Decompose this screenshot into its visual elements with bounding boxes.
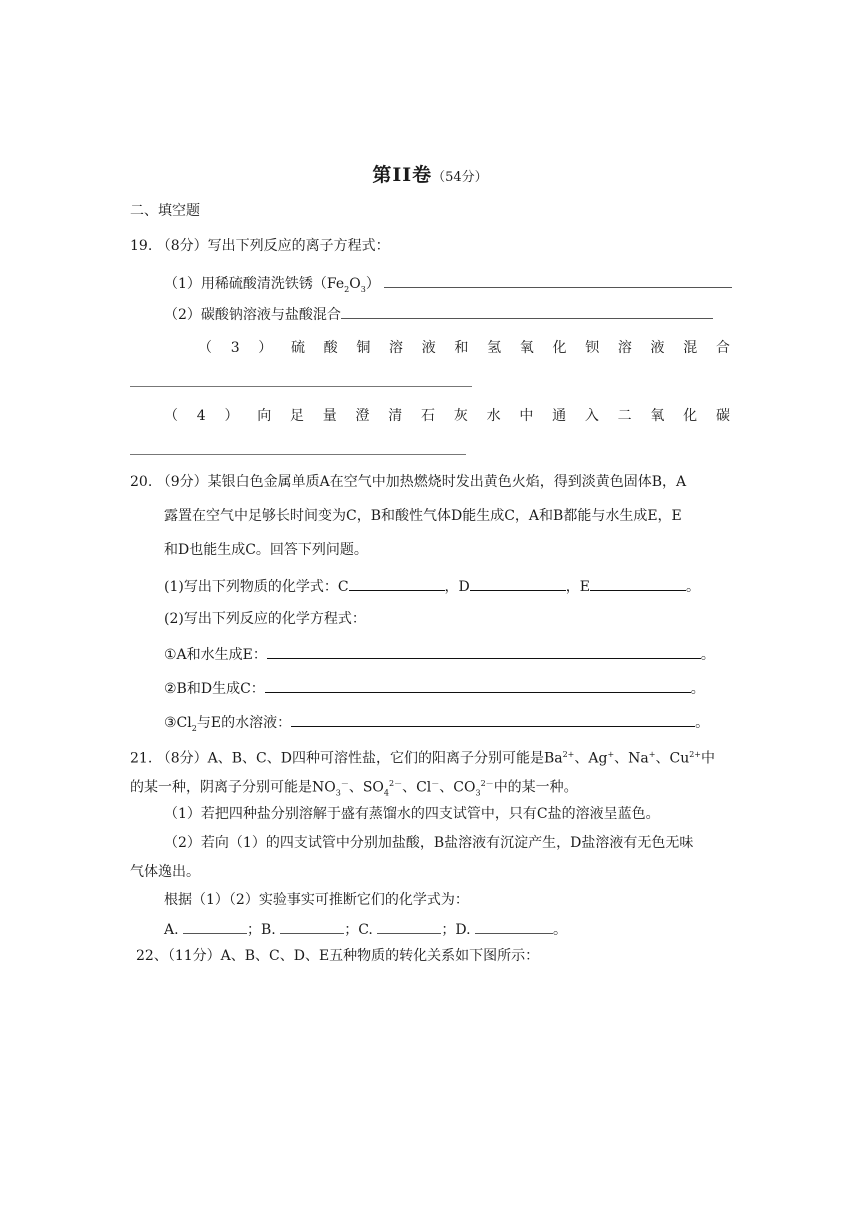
q19-part3-char: 和 [454, 340, 469, 356]
q19-part4 [164, 406, 730, 426]
q19-part3-char: 液 [650, 340, 665, 356]
q19-part1: （1）用稀硫酸清洗铁锈$(Fe_2O_3)$ [164, 272, 732, 300]
q19-part3 [198, 338, 730, 358]
section-label: 二、填空题 [130, 203, 200, 219]
q19-part3-char: 氧 [519, 340, 534, 356]
q19-part3-char: 合 [715, 340, 730, 356]
q19-part3-char: 溶 [617, 340, 632, 356]
q19-part4-char: 碳 [715, 408, 730, 424]
q19-part3-char: ） [258, 340, 273, 356]
q21-blank-d[interactable] [475, 918, 553, 934]
q19-part4-char: 入 [584, 408, 599, 424]
q21-line-2: 的某一种，阴离子分别可能是$NO_3^-$、$SO_4^{2-}$、Cl－、$CO_3^{2-}$中的某一种。 [130, 779, 578, 798]
q20-line-3: 和D也能生成C。回答下列问题。 [164, 542, 368, 558]
q22-stem: 22、（11分）A、B、C、D、E五种物质的转化关系如下图所示： [136, 948, 540, 964]
q21-blank-b[interactable] [280, 918, 344, 934]
q20-reaction-1: ①A和水生成E： 。 [164, 643, 715, 665]
part-title-score: （54分） [432, 170, 488, 185]
q20-reaction-3: $③Cl_2$与E的水溶液： 。 [164, 711, 709, 739]
q19-part3-char: 硫 [290, 340, 305, 356]
q20-line-2: 露置在空气中足够长时间变为C，B和酸性气体D能生成C，A和B都能与水生成E，E [164, 508, 682, 524]
q19-stem: 19. （8分）写出下列反应的离子方程式： [130, 238, 390, 254]
q19-part4-char: 通 [552, 408, 567, 424]
q19-part4-char: 水 [486, 408, 501, 424]
q21-part2-line-2: 气体逸出。 [130, 864, 200, 880]
q19-part3-char: 化 [552, 340, 567, 356]
q19-part4-char: 澄 [355, 408, 370, 424]
q21-part2-line-1: （2）若向（1）的四支试管中分别加盐酸，B盐溶液有沉淀产生，D盐溶液有无色无味 [164, 835, 694, 851]
q20-part1: (1)写出下列物质的化学式：C ，D ，E 。 [164, 575, 700, 597]
q21-line-1: 21. （8分）A、B、C、D四种可溶性盐，它们的阳离子分别可能是$Ba^{2+}$、Ag+、Na+、$Cu^{2+}$中 [130, 750, 716, 767]
q19-blank-4[interactable] [130, 454, 466, 455]
q21-blank-c[interactable] [377, 918, 441, 934]
q19-blank-1[interactable] [384, 272, 732, 288]
q19-part4-char: 灰 [453, 408, 468, 424]
q21-part3: 根据（1）（2）实验事实可推断它们的化学式为： [164, 892, 469, 908]
q19-blank-3[interactable] [130, 386, 472, 387]
q19-part3-char: 铜 [356, 340, 371, 356]
q20-blank-r3[interactable] [291, 711, 695, 727]
q20-reaction-2: ②B和D生成C： 。 [164, 677, 705, 699]
q19-part4-char: 化 [683, 408, 698, 424]
q19-part3-char: 3 [230, 340, 240, 356]
q19-blank-2[interactable] [341, 303, 713, 319]
q19-part4-char: （ [164, 408, 178, 424]
q21-blank-a[interactable] [183, 918, 247, 934]
q20-blank-e[interactable] [590, 575, 686, 591]
q19-part4-char: 中 [519, 408, 534, 424]
q19-part3-char: 液 [421, 340, 436, 356]
part-title [0, 160, 860, 187]
q19-part3-char: 混 [683, 340, 698, 356]
q19-part4-char: 清 [388, 408, 403, 424]
q19-part4-char: 向 [257, 408, 272, 424]
q20-blank-r2[interactable] [265, 677, 691, 693]
q19-part4-char: 石 [421, 408, 436, 424]
q19-part4-char: 氧 [650, 408, 665, 424]
q20-blank-r1[interactable] [267, 643, 701, 659]
q19-part4-char: 4 [196, 408, 206, 424]
q19-part2: （2）碳酸钠溶液与盐酸混合 [164, 303, 713, 325]
q19-part4-char: 足 [289, 408, 304, 424]
q20-line-1: 20. （9分）某银白色金属单质A在空气中加热燃烧时发出黄色火焰，得到淡黄色固体B，A [130, 474, 687, 490]
q19-part3-char: 钡 [585, 340, 600, 356]
q20-part2: (2)写出下列反应的化学方程式： [164, 611, 366, 627]
q19-part4-char: 量 [322, 408, 337, 424]
q20-blank-c[interactable] [349, 575, 445, 591]
q19-part3-char: （ [198, 340, 212, 356]
q21-part1: （1）若把四种盐分别溶解于盛有蒸馏水的四支试管中，只有C盐的溶液呈蓝色。 [164, 806, 660, 822]
q19-part3-char: 溶 [389, 340, 404, 356]
q19-part4-char: ） [224, 408, 239, 424]
q20-blank-d[interactable] [470, 575, 566, 591]
q19-part3-char: 酸 [323, 340, 338, 356]
q21-answers: A. ；B. ；C. ；D. 。 [164, 918, 567, 940]
q19-part4-char: 二 [617, 408, 632, 424]
part-title-main: 第II卷 [372, 164, 433, 186]
q19-part3-char: 氢 [487, 340, 502, 356]
